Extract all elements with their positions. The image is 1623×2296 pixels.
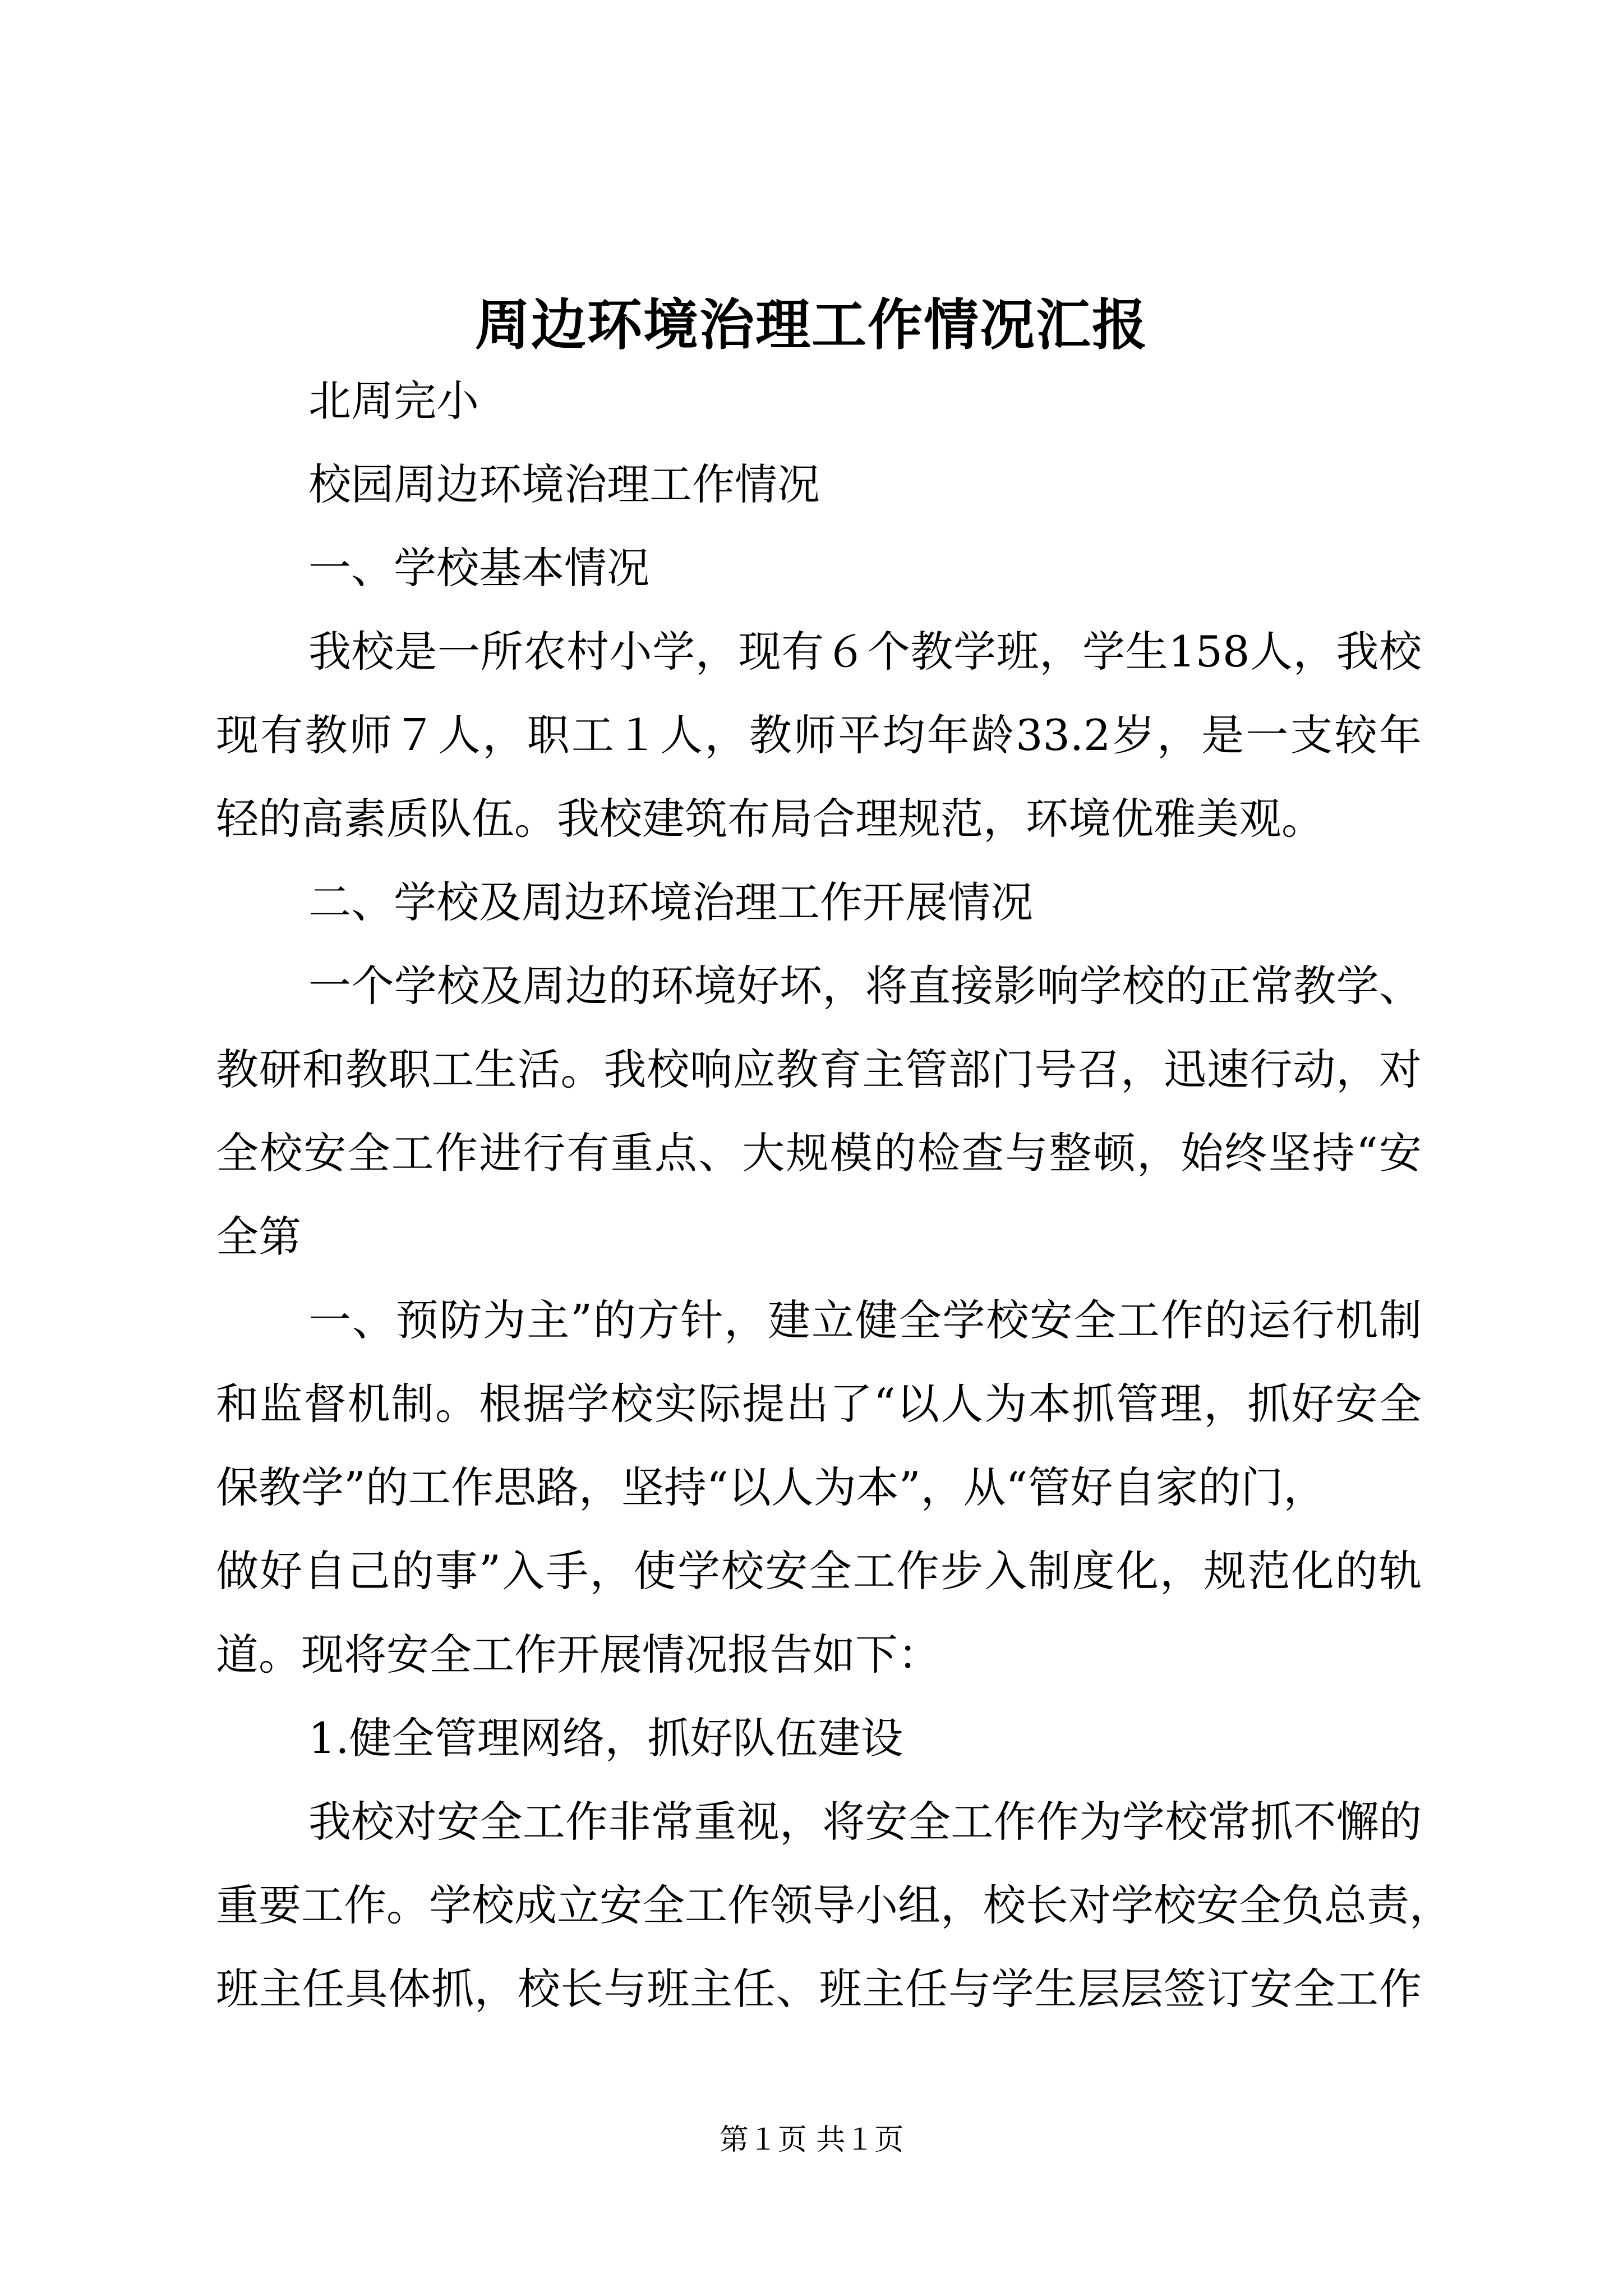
paragraph-line: 现有教师７人，职工１人，教师平均年龄33.2岁，是一支较年 (216, 710, 1422, 760)
paragraph-line: 教研和教职工生活。我校响应教育主管部门号召，迅速行动，对 (216, 1045, 1422, 1094)
paragraph-line: 和监督机制。根据学校实际提出了“以人为本抓管理，抓好安全 (216, 1379, 1422, 1429)
paragraph-line: 一、预防为主”的方针，建立健全学校安全工作的运行机制 (308, 1295, 1422, 1345)
paragraph-line: 全校安全工作进行有重点、大规模的检查与整顿，始终坚持“安 (216, 1128, 1422, 1178)
paragraph-line: 保教学”的工作思路，坚持“以人为本”，从“管好自家的门， (216, 1462, 1326, 1512)
paragraph-line: 一个学校及周边的环境好坏，将直接影响学校的正常教学、 (308, 961, 1422, 1011)
subsection-heading: 1.健全管理网络，抓好队伍建设 (308, 1713, 903, 1763)
paragraph-line: 我校对安全工作非常重视，将安全工作作为学校常抓不懈的 (308, 1797, 1422, 1847)
paragraph-line: 轻的高素质队伍。我校建筑布局合理规范，环境优雅美观。 (216, 794, 1324, 844)
subtitle-line: 校园周边环境治理工作情况 (308, 459, 820, 509)
paragraph-line: 班主任具体抓，校长与班主任、班主任与学生层层签订安全工作 (216, 1964, 1422, 2014)
paragraph-line: 做好自己的事”入手，使学校安全工作步入制度化，规范化的轨 (216, 1546, 1422, 1596)
paragraph-line: 道。现将安全工作开展情况报告如下： (216, 1630, 940, 1680)
paragraph-line: 我校是一所农村小学，现有６个教学班，学生158人，我校 (308, 627, 1422, 677)
paragraph-line: 重要工作。学校成立安全工作领导小组，校长对学校安全负总责， (216, 1880, 1452, 1930)
document-title: 周边环境治理工作情况汇报 (474, 293, 1148, 357)
document-body (216, 359, 1452, 2031)
page-footer: 第１页 共１页 (719, 2123, 904, 2157)
author-line: 北周完小 (308, 376, 479, 426)
section-heading: 二、学校及周边环境治理工作开展情况 (308, 877, 1033, 927)
section-heading: 一、学校基本情况 (308, 543, 649, 593)
paragraph-line: 全第 (216, 1212, 301, 1262)
